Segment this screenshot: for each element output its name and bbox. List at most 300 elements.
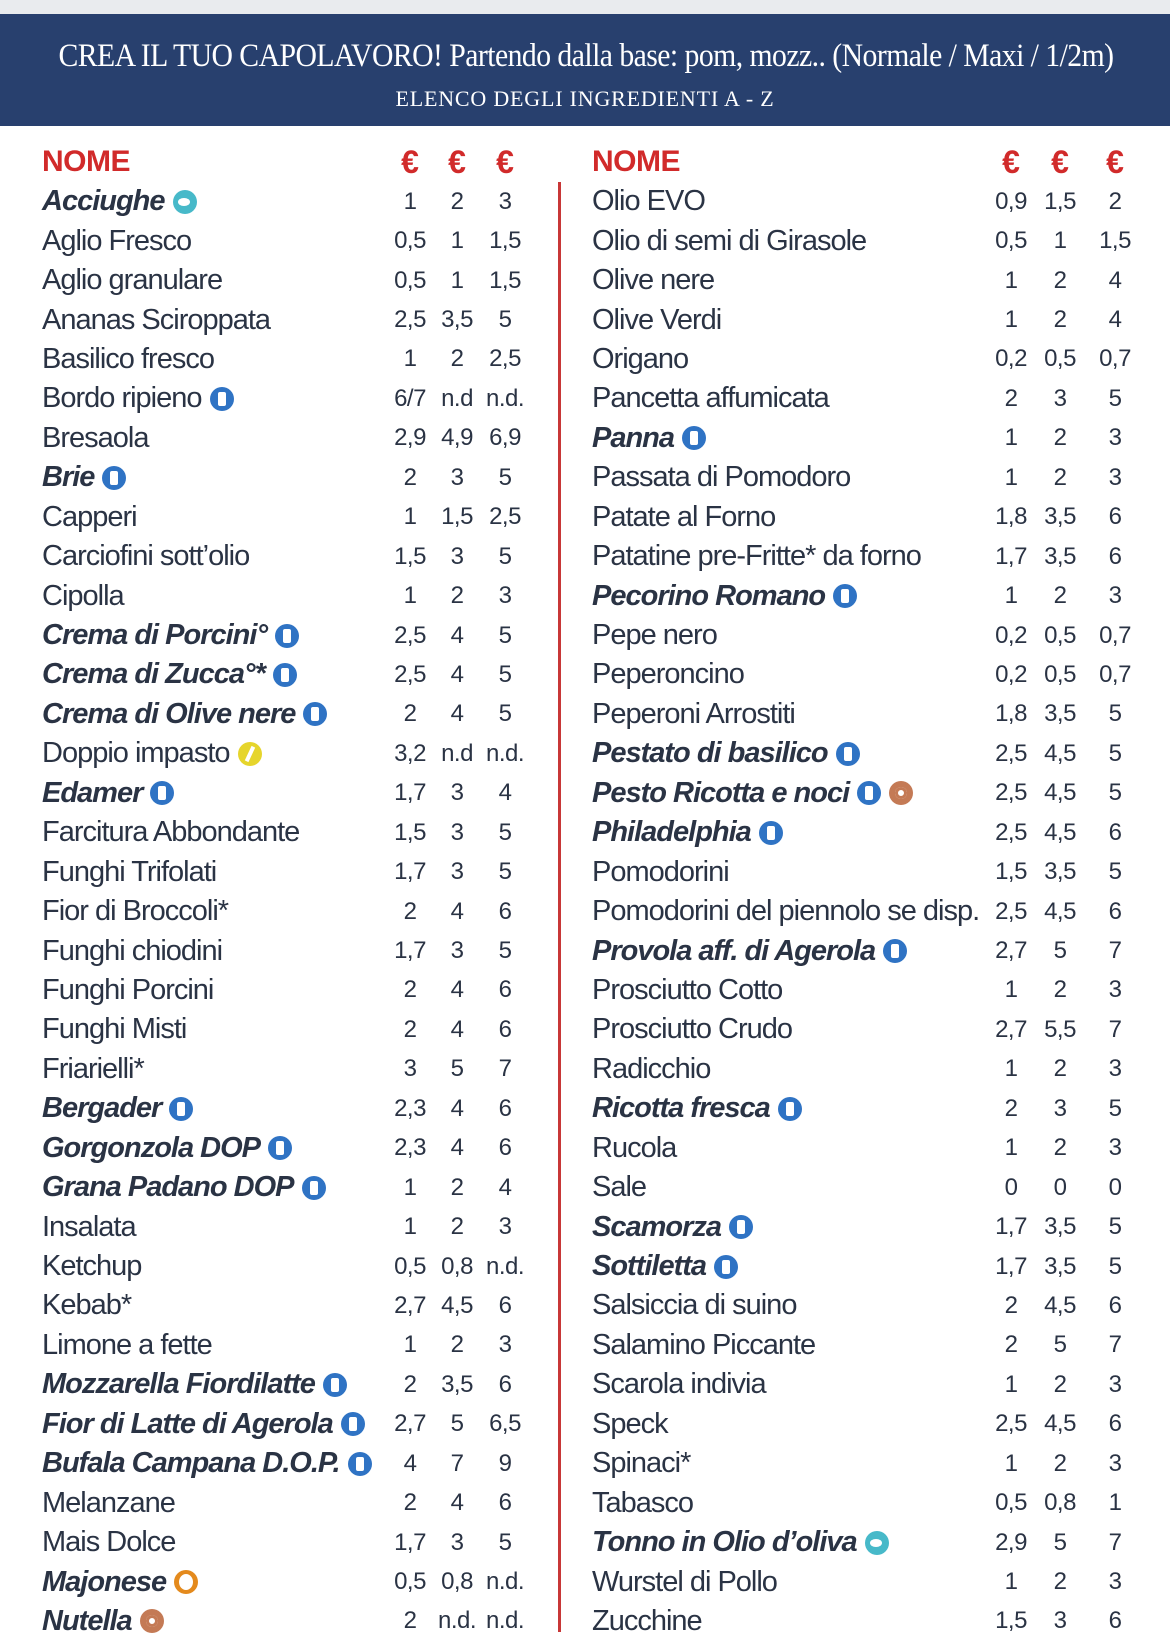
price-half-meter-heading: € [496, 143, 514, 180]
ingredient-row [592, 1010, 1152, 1049]
right-column [592, 142, 1152, 1641]
price-half-meter: 3 [498, 187, 512, 215]
price-half-meter: 4 [1108, 306, 1122, 334]
ingredient-name [592, 304, 990, 337]
price-maxi: 4 [450, 1489, 464, 1517]
ingredient-row [592, 1326, 1152, 1365]
ingredient-label: Wurstel di Pollo [592, 1565, 777, 1598]
ingredient-name [42, 658, 388, 691]
ingredient-name [592, 974, 990, 1007]
ingredient-label: Capperi [42, 500, 137, 533]
price-half-meter: 7 [1108, 1528, 1122, 1556]
price-normal: 2,9 [394, 424, 426, 452]
ingredient-row [592, 1523, 1152, 1562]
price-maxi: 3 [1053, 1094, 1067, 1122]
price-half-meter: n.d. [485, 1568, 525, 1596]
ingredient-name [592, 1408, 990, 1441]
price-maxi: n.d. [437, 1607, 477, 1635]
ingredient-row [592, 340, 1152, 379]
price-maxi: 5 [450, 1055, 464, 1083]
ingredient-label: Scamorza [592, 1210, 722, 1243]
milk-icon [268, 1136, 292, 1160]
price-normal: 2,7 [995, 937, 1027, 965]
ingredient-name [42, 1171, 388, 1204]
ingredient-label: Insalata [42, 1210, 136, 1243]
price-normal: 1,7 [995, 1252, 1027, 1280]
ingredient-name [592, 1526, 990, 1559]
ingredient-row [592, 576, 1152, 615]
price-half-meter: 3 [1108, 1134, 1122, 1162]
egg-icon [174, 1570, 198, 1594]
milk-icon [273, 663, 297, 687]
price-maxi: 0,5 [1044, 621, 1076, 649]
price-normal: 2,3 [394, 1094, 426, 1122]
ingredient-name [592, 1566, 990, 1599]
ingredient-row [592, 695, 1152, 734]
price-half-meter: 6 [1108, 1607, 1122, 1635]
price-half-meter: 0,7 [1099, 345, 1131, 373]
price-half-meter: 6 [498, 976, 512, 1004]
ingredient-label: Aglio granulare [42, 264, 223, 297]
ingredient-label: Pomodorini [592, 855, 729, 888]
price-normal: 2 [403, 463, 417, 491]
price-normal-heading: € [1002, 143, 1020, 180]
ingredient-name [42, 816, 388, 849]
price-normal: 2,3 [394, 1134, 426, 1162]
price-maxi: 4,5 [441, 1291, 473, 1319]
price-maxi: 3,5 [1044, 1252, 1076, 1280]
ingredient-label: Prosciutto Cotto [592, 973, 783, 1006]
ingredient-name [42, 1329, 388, 1362]
price-normal: 1 [1004, 424, 1018, 452]
milk-icon [729, 1215, 753, 1239]
price-maxi: n.d [441, 384, 473, 412]
fish-icon [865, 1531, 889, 1555]
price-normal: 2 [403, 1607, 417, 1635]
ingredient-label: Salsiccia di suino [592, 1289, 797, 1322]
ingredient-label: Limone a fette [42, 1328, 212, 1361]
ingredient-label: Funghi chiodini [42, 934, 223, 967]
ingredient-name [42, 1408, 388, 1441]
price-normal: 2 [1004, 1094, 1018, 1122]
price-maxi: 2 [1053, 582, 1067, 610]
price-maxi: 2 [1053, 266, 1067, 294]
ingredient-label: Bordo ripieno [42, 382, 202, 415]
ingredient-row [42, 1405, 542, 1444]
ingredient-row [42, 774, 542, 813]
ingredient-name [592, 895, 990, 928]
price-maxi: 3,5 [1044, 858, 1076, 886]
ingredient-row [592, 655, 1152, 694]
price-normal: 2 [403, 897, 417, 925]
ingredient-name [42, 856, 388, 889]
price-maxi: 1 [1053, 227, 1067, 255]
ingredient-row [42, 616, 542, 655]
milk-icon [323, 1373, 347, 1397]
price-maxi: 2 [1053, 424, 1067, 452]
left-column [42, 142, 542, 1641]
price-maxi: 3 [450, 858, 464, 886]
price-normal: 0,2 [995, 345, 1027, 373]
ingredient-label: Crema di Zucca°* [42, 658, 265, 691]
price-normal: 2,7 [995, 1015, 1027, 1043]
price-normal: 0,9 [995, 187, 1027, 215]
price-normal: 2,7 [394, 1410, 426, 1438]
ingredient-name [592, 619, 990, 652]
ingredient-name [42, 461, 388, 494]
price-normal: 1 [1004, 1449, 1018, 1477]
ingredient-label: Rucola [592, 1131, 677, 1164]
price-half-meter: 6 [1108, 897, 1122, 925]
milk-icon [857, 781, 881, 805]
price-normal: 1 [1004, 1134, 1018, 1162]
price-maxi: 3 [450, 937, 464, 965]
ingredient-row [42, 1523, 542, 1562]
price-maxi: 2 [450, 1331, 464, 1359]
ingredient-label: Sale [592, 1171, 647, 1204]
ingredient-name [592, 698, 990, 731]
ingredient-label: Mozzarella Fiordilatte [42, 1368, 315, 1401]
price-normal: 1,7 [394, 1528, 426, 1556]
ingredient-row [42, 419, 542, 458]
price-half-meter: 3 [1108, 582, 1122, 610]
ingredient-row [42, 734, 542, 773]
milk-icon [836, 742, 860, 766]
price-half-meter: 5 [498, 700, 512, 728]
price-half-meter: 5 [1108, 739, 1122, 767]
ingredient-name [42, 1289, 388, 1322]
price-normal: 1 [403, 1331, 417, 1359]
ingredient-label: Ananas Sciroppata [42, 303, 271, 336]
price-maxi: 4,5 [1044, 897, 1076, 925]
milk-icon [210, 387, 234, 411]
ingredient-name [592, 1013, 990, 1046]
price-half-meter: 5 [498, 818, 512, 846]
price-normal: 1 [1004, 582, 1018, 610]
milk-icon [302, 1176, 326, 1200]
ingredient-label: Farcitura Abbondante [42, 816, 300, 849]
ingredient-name [42, 935, 388, 968]
price-half-meter: 0 [1108, 1173, 1122, 1201]
ingredient-name [592, 1211, 990, 1244]
price-half-meter: 6 [498, 1094, 512, 1122]
ingredient-name [42, 225, 388, 258]
ingredient-name [42, 304, 388, 337]
price-normal: 3 [403, 1055, 417, 1083]
ingredient-name [42, 895, 388, 928]
price-normal: 1,7 [394, 937, 426, 965]
milk-icon [883, 939, 907, 963]
price-maxi: 4 [450, 700, 464, 728]
ingredient-name [592, 461, 990, 494]
price-maxi: 0,8 [1044, 1489, 1076, 1517]
ingredient-label: Peperoni Arrostiti [592, 697, 795, 730]
ingredient-name [42, 501, 388, 534]
ingredient-row [42, 1326, 542, 1365]
price-normal: 0,5 [995, 227, 1027, 255]
ingredient-row [42, 379, 542, 418]
ingredient-row [592, 537, 1152, 576]
column-header [42, 142, 542, 182]
price-maxi: 5,5 [1044, 1015, 1076, 1043]
ingredient-row [592, 892, 1152, 931]
price-maxi: 4,5 [1044, 1291, 1076, 1319]
ingredient-name [42, 1526, 388, 1559]
ingredient-row [42, 340, 542, 379]
price-normal: 1 [403, 503, 417, 531]
price-half-meter: 2,5 [489, 503, 521, 531]
ingredient-label: Spinaci* [592, 1447, 691, 1480]
price-maxi: 4,5 [1044, 1410, 1076, 1438]
ingredient-label: Olio di semi di Girasole [592, 224, 867, 257]
ingredient-row [42, 1602, 542, 1641]
milk-icon [169, 1097, 193, 1121]
price-half-meter: 6 [1108, 1291, 1122, 1319]
price-half-meter: 7 [1108, 937, 1122, 965]
ingredient-name [592, 343, 990, 376]
ingredient-name [592, 225, 990, 258]
price-half-meter: 2,5 [489, 345, 521, 373]
milk-icon [275, 624, 299, 648]
price-maxi: 4,5 [1044, 739, 1076, 767]
ingredient-row [592, 774, 1152, 813]
price-normal: 2,5 [995, 1410, 1027, 1438]
ingredient-label: Funghi Misti [42, 1013, 187, 1046]
ingredient-name [42, 185, 388, 218]
price-normal: 1 [403, 1173, 417, 1201]
ingredient-label: Bresaola [42, 421, 149, 454]
ingredient-name [592, 777, 990, 810]
price-maxi: 1 [450, 266, 464, 294]
price-maxi: 4,9 [441, 424, 473, 452]
price-maxi: 2 [450, 582, 464, 610]
price-normal: 1 [1004, 976, 1018, 1004]
ingredient-name [42, 264, 388, 297]
price-half-meter: 3 [498, 1213, 512, 1241]
price-maxi: 2 [1053, 976, 1067, 1004]
price-half-meter: 1,5 [489, 227, 521, 255]
ingredient-row [592, 1207, 1152, 1246]
price-half-meter: 3 [1108, 1449, 1122, 1477]
top-strip [0, 0, 1170, 14]
ingredient-row [42, 892, 542, 931]
price-normal: 1 [1004, 266, 1018, 294]
price-half-meter: 5 [498, 542, 512, 570]
price-normal: 1 [403, 582, 417, 610]
ingredient-row [42, 931, 542, 970]
ingredient-label: Cipolla [42, 579, 124, 612]
price-normal: 1 [1004, 463, 1018, 491]
ingredient-row [42, 1444, 542, 1483]
price-maxi: 3,5 [1044, 542, 1076, 570]
ingredient-name [42, 1092, 388, 1125]
price-half-meter: 1,5 [1099, 227, 1131, 255]
ingredient-label: Patate al Forno [592, 500, 776, 533]
price-half-meter: 5 [1108, 779, 1122, 807]
price-normal: 2,5 [995, 897, 1027, 925]
ingredient-name [592, 816, 990, 849]
price-maxi: 5 [1053, 1528, 1067, 1556]
ingredient-name [592, 540, 990, 573]
price-normal: 0 [1004, 1173, 1018, 1201]
price-normal: 1,5 [394, 818, 426, 846]
price-normal: 0,5 [995, 1489, 1027, 1517]
price-half-meter: 5 [498, 858, 512, 886]
ingredient-name [42, 580, 388, 613]
ingredient-label: Salamino Piccante [592, 1328, 816, 1361]
ingredient-label: Radicchio [592, 1052, 711, 1085]
column-divider [558, 182, 561, 1632]
price-maxi: 1 [450, 227, 464, 255]
price-maxi: 3,5 [441, 306, 473, 334]
price-half-meter: 3 [1108, 463, 1122, 491]
ingredient-label: Mais Dolce [42, 1526, 176, 1559]
menu-subtitle: ELENCO DEGLI INGREDIENTI A - Z [395, 86, 775, 111]
price-normal: 2,5 [995, 779, 1027, 807]
price-half-meter: 6 [498, 1370, 512, 1398]
ingredient-name [592, 580, 990, 613]
price-half-meter: 6 [498, 1015, 512, 1043]
ingredient-name [42, 1368, 388, 1401]
ingredient-name [592, 1250, 990, 1283]
price-half-meter: 6 [1108, 503, 1122, 531]
ingredient-row [592, 300, 1152, 339]
ingredient-row [592, 813, 1152, 852]
ingredient-name [592, 1329, 990, 1362]
price-normal: 1,7 [995, 542, 1027, 570]
ingredient-label: Pancetta affumicata [592, 382, 829, 415]
ingredient-name [42, 619, 388, 652]
ingredient-row [42, 300, 542, 339]
ingredient-label: Olive nere [592, 264, 715, 297]
price-maxi: 2 [450, 187, 464, 215]
ingredient-label: Zucchine [592, 1604, 702, 1637]
price-maxi: 5 [450, 1410, 464, 1438]
ingredient-label: Bufala Campana D.O.P. [42, 1447, 340, 1480]
name-heading: NOME [42, 145, 130, 178]
milk-icon [778, 1097, 802, 1121]
ingredient-name [592, 382, 990, 415]
ingredient-label: Prosciutto Crudo [592, 1013, 792, 1046]
milk-icon [102, 466, 126, 490]
ingredient-name [42, 1487, 388, 1520]
ingredient-row [592, 1247, 1152, 1286]
ingredient-label: Tonno in Olio d’oliva [592, 1526, 857, 1559]
ingredient-label: Bergader [42, 1092, 162, 1125]
ingredient-label: Olive Verdi [592, 303, 722, 336]
ingredient-name [592, 1289, 990, 1322]
price-normal: 2 [403, 976, 417, 1004]
ingredient-label: Nutella [42, 1604, 132, 1637]
price-normal: 0,5 [394, 227, 426, 255]
price-maxi: 0,8 [441, 1568, 473, 1596]
ingredient-label: Ricotta fresca [592, 1092, 770, 1125]
ingredient-label: Crema di Porcini° [42, 619, 268, 652]
milk-icon [348, 1452, 372, 1476]
ingredient-name [42, 974, 388, 1007]
ingredient-name [42, 698, 388, 731]
ingredient-name [592, 1132, 990, 1165]
price-half-meter: 6 [498, 1291, 512, 1319]
ingredient-name [592, 422, 990, 455]
price-normal: 1 [403, 1213, 417, 1241]
ingredient-row [592, 458, 1152, 497]
price-half-meter: 0,7 [1099, 660, 1131, 688]
price-maxi: 3,5 [441, 1370, 473, 1398]
ingredient-row [592, 1483, 1152, 1522]
price-maxi: 2 [1053, 1449, 1067, 1477]
price-normal: 1 [1004, 1370, 1018, 1398]
price-normal: 1,5 [394, 542, 426, 570]
ingredient-label: Basilico fresco [42, 342, 214, 375]
price-half-meter: 4 [1108, 266, 1122, 294]
price-maxi: 0 [1053, 1173, 1067, 1201]
ingredient-label: Fior di Broccoli* [42, 895, 229, 928]
price-normal: 1,5 [995, 858, 1027, 886]
price-normal: 2,5 [394, 621, 426, 649]
price-half-meter: 7 [1108, 1015, 1122, 1043]
ingredient-row [592, 1444, 1152, 1483]
ingredient-label: Scarola indivia [592, 1368, 766, 1401]
price-maxi: 3 [450, 779, 464, 807]
price-half-meter: 6,5 [489, 1410, 521, 1438]
ingredient-label: Origano [592, 342, 689, 375]
milk-icon [833, 584, 857, 608]
milk-icon [682, 426, 706, 450]
price-normal: 2,9 [995, 1528, 1027, 1556]
price-half-meter: 5 [1108, 1213, 1122, 1241]
price-maxi: 4 [450, 1094, 464, 1122]
ingredient-label: Crema di Olive nere [42, 697, 296, 730]
price-half-meter: n.d. [485, 739, 525, 767]
price-maxi: 2 [1053, 1568, 1067, 1596]
ingredient-name [592, 935, 990, 968]
price-half-meter: 2 [1108, 187, 1122, 215]
price-half-meter: 5 [1108, 384, 1122, 412]
price-half-meter: 0,7 [1099, 621, 1131, 649]
ingredient-row [42, 1207, 542, 1246]
ingredient-row [592, 1405, 1152, 1444]
ingredient-label: Pepe nero [592, 619, 717, 652]
price-maxi: 2 [1053, 1370, 1067, 1398]
ingredient-label: Grana Padano DOP [42, 1171, 294, 1204]
ingredient-row [42, 1050, 542, 1089]
ingredient-row [592, 616, 1152, 655]
price-maxi: 1,5 [1044, 187, 1076, 215]
price-half-meter: 7 [1108, 1331, 1122, 1359]
price-maxi: 7 [450, 1449, 464, 1477]
price-half-meter: 6 [1108, 542, 1122, 570]
price-half-meter: 1 [1108, 1489, 1122, 1517]
price-maxi: 3 [450, 463, 464, 491]
ingredient-row [592, 1168, 1152, 1207]
price-maxi: 4 [450, 1015, 464, 1043]
price-maxi: 2 [1053, 463, 1067, 491]
ingredient-row [42, 1365, 542, 1404]
price-normal: 2 [403, 1370, 417, 1398]
ingredient-name [592, 737, 990, 770]
ingredient-row [592, 852, 1152, 891]
milk-icon [150, 781, 174, 805]
menu-header [0, 14, 1170, 126]
price-normal: 1,8 [995, 700, 1027, 728]
ingredient-row [42, 1562, 542, 1601]
nut-icon [889, 781, 913, 805]
price-normal: 1 [403, 187, 417, 215]
price-normal: 1 [1004, 1055, 1018, 1083]
price-normal: 4 [403, 1449, 417, 1477]
price-half-meter: 3 [1108, 1568, 1122, 1596]
